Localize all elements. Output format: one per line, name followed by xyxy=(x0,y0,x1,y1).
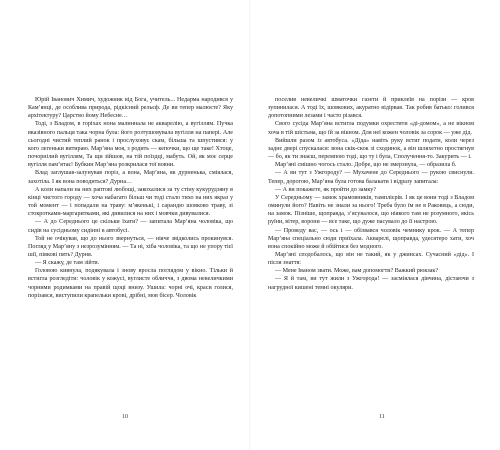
left-page-text xyxy=(28,96,233,300)
paragraph: — Я й там, ви тут жили з Ужгорода! — засміялася дівчина, дістаючи з нагрудної кишені темні окуляри. xyxy=(268,276,474,291)
paragraph: Мар’яні смішно чогось стало. Добре, що не змерзнула, — образила б. xyxy=(275,162,457,169)
right-page xyxy=(250,0,500,450)
page-number-left: 10 xyxy=(122,414,128,420)
paragraph: — А ви тут з Ужгороду? — Мухачене до Середнього — рукою свиснули. Тепер, дорогою, Мар’яна була готова балакати і відразу запитала: xyxy=(268,170,474,185)
paragraph: Свого сусіда Мар’яна встигла подумки охрестити «ді-домом», а не вікном хоча в тій шістьма, що їй за вікном. Для неї кожен чоловік за сорок — уже дід. xyxy=(268,121,474,136)
page-number-right: 11 xyxy=(379,414,385,420)
paragraph: — А до Середнього це скільки їхати? — запитала Мар’яна чоловіка, що сидів на сусідньому сидінні в автобусі. xyxy=(28,219,233,234)
paragraph: Влад заглушав-залунував поріз, а вона, Мар’яна, як дурненька, сміялася, захотіла. І як вона поводиться? Дурна… xyxy=(28,170,233,185)
paragraph: Юрій Іванович Химич, художник від Бога, учитель... Недарма народився у Кам’янці, де особлива природа, рідкісний рельєф. Де ви тепер малюєте? Яку архітектуру? Царство йому Небесне… xyxy=(28,97,233,120)
paragraph: поселив невеличкі шматочки газети й приклеїв на порізи — кров зупинилася. А тоді їх, шовкових, акуратно відірвав. Так робив батько: голився допотопними лезами і часто різався. xyxy=(268,97,474,120)
paragraph: У Середньому — замок храмовників, тамплієрів. І як це вони тоді з Владом оминули його? Навіть не знали за нього! Треба було їм не в Раковець, а сюди, на замок. Пізніше, щоправда, з’ясувалося, що ніякого там не розумного, якісь руїни, вітер, ворони — все таке, що дуже пасувало до її настрою. xyxy=(268,194,474,226)
paragraph: Той не очікував, що до нього звернуться, — ніяче звідколись прокинувся. Погляд у Мар’яну з незрозумінням. — Та ні, хіба чоловіка, та що не упору тієї шії, півкові пять? Дурня. xyxy=(28,235,233,258)
paragraph: Головою кивнула, подякувала і знову вросла поглядом у вікно. Тільки й встигла розгледіти: чоловік у кожусі, вуглисте обличчя, з двома невеличкими чорними родимками на правій щоці внизу. Ушила: чорні очі, краси голися, порізався, виступили крапельки крові, дрібні, мов бісер. Чоловік xyxy=(28,268,233,299)
paragraph: Мар’яні сподобалось, що він не такий, як у джинсах. Сучасний «дід». І після знаття: xyxy=(268,251,474,267)
paragraph: — А ви покажете, як пройти до замку? xyxy=(275,186,376,193)
right-page-text xyxy=(268,96,474,292)
paragraph: Тоді, з Владом, в горіхах нона малиннала не акварелію, а вугіллям. Пучка вказівного пальця така чорна була: його розтушовувала вугілля на папері. Але сьогодні чистий теплий ранок і прослуховує скам, більша та шпустився: у кого легеньки витираю. Мар’яна моя, з родить — кепочки, що ще таке! Хтоце, почорнілий вугіллям, Та щи зійшов, на тій поїздці, мабуть. Ой, як моє серце вугілля пам’ятає! Бубкин Мар’яна розкрилася тої вовни. xyxy=(28,121,233,169)
paragraph: — Мене Іваном звати. Може, вам допомогти? Важкий рюкзак? xyxy=(275,268,439,275)
paragraph: А коли напали на них раптові любощі, закохалися за ту стіну кукурудзяну в кінці чистого городу — хоча набагато більш чи тоді стало тихо на них якраз у той момент — і попадали на траву: м’якенькі, і сарандю шовково траву, зі стокротками-маргаритками, які дивилися на них і мовчки дивувалися. xyxy=(28,186,233,218)
paragraph: — Проведу вас, — ось і — обізвався чоловік чемнику крок. — А тепер Мар’яна спеціально сюди приїхала. Акварелі, щоправда, удесятеро хати, хоч вона спокійно може й обійтися без модного. xyxy=(268,227,474,250)
paragraph: Вийшли разом із автобуса. «Діда» навіть руку встиг подати, коли через заднє двері спускалася: вона скік-скок зі сходинок, а він шляхетно простягнув — бо, як ти знаєш, перемпою тоді, що ту і була, Сполучення-то. Закурить — і. xyxy=(268,137,474,161)
paragraph: — Я скажу, де там зійти. xyxy=(35,260,100,267)
